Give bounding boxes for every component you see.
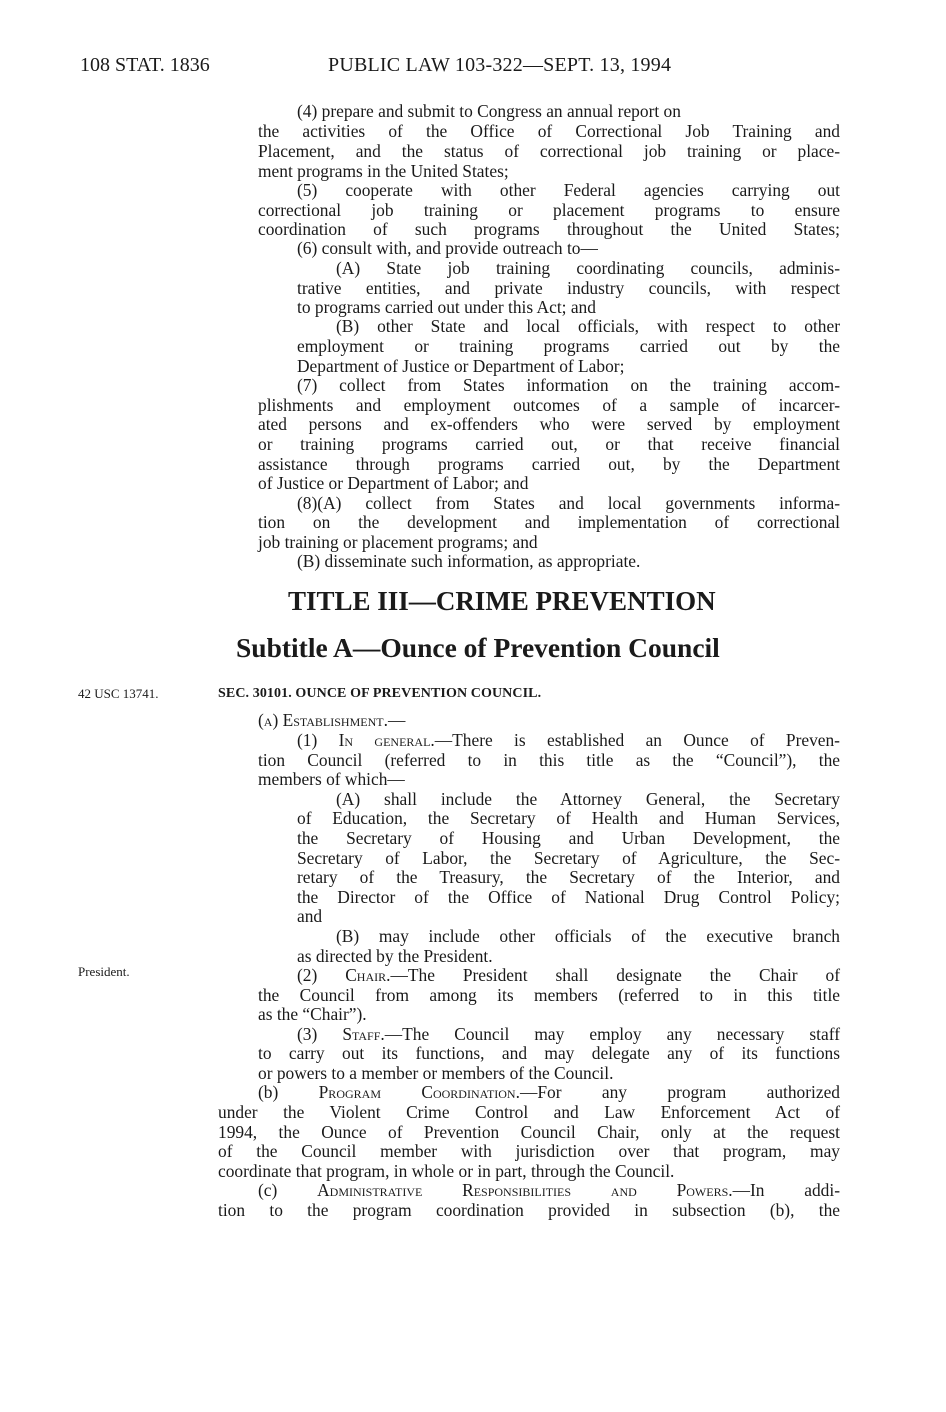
- b-heading: Program Coordination: [318, 1082, 516, 1102]
- a1A-line: (A) shall include the Attorney General, the Secretary: [336, 789, 840, 809]
- para6-line: (6) consult with, and provide outreach to—: [297, 238, 598, 258]
- para6A-line: (A) State job training coordinating councils, adminis-: [336, 258, 840, 278]
- para8A-line: (8)(A) collect from States and local governments informa-: [297, 493, 840, 513]
- para5-line: coordination of such programs throughout the United States;: [258, 219, 840, 239]
- c-heading: Administrative Responsibilities and Powers: [317, 1180, 729, 1200]
- subsection-a-heading-text: (a) Establishment.—: [258, 710, 406, 730]
- a3-line: or powers to a member or members of the Council.: [258, 1063, 614, 1083]
- para4-line: (4) prepare and submit to Congress an annual report on: [297, 101, 681, 121]
- a1A-line: the Director of the Office of National Drug Control Policy;: [297, 887, 840, 907]
- b-line: 1994, the Ounce of Prevention Council Chair, only at the request: [218, 1122, 840, 1142]
- para7-line: assistance through programs carried out, by the Department: [258, 454, 840, 474]
- c-text: .—In addi-: [728, 1180, 841, 1200]
- a1B-line: (B) may include other officials of the executive branch: [336, 926, 840, 946]
- section-heading: SEC. 30101. OUNCE OF PREVENTION COUNCIL.: [218, 686, 542, 701]
- para8B-line: (B) disseminate such information, as appropriate.: [297, 551, 641, 571]
- para4-line: the activities of the Office of Correctional Job Training and: [258, 121, 840, 141]
- b-line: under the Violent Crime Control and Law Enforcement Act of: [218, 1102, 840, 1122]
- para7-line: ated persons and ex-offenders who were served by employment: [258, 414, 840, 434]
- a1B-line: as directed by the President.: [297, 946, 493, 966]
- c-num: (c): [258, 1180, 318, 1200]
- a1-heading: In general: [338, 730, 431, 750]
- a1-line: members of which—: [258, 769, 405, 789]
- para6B-line: employment or training programs carried out by the: [297, 336, 840, 356]
- b-line: coordinate that program, in whole or in part, through the Council.: [218, 1161, 675, 1181]
- a1A-line: Secretary of Labor, the Secretary of Agriculture, the Sec-: [297, 848, 840, 868]
- para8A-line: job training or placement programs; and: [258, 532, 538, 552]
- running-header: [80, 50, 840, 80]
- a1-first-line: [297, 730, 840, 750]
- para7-line: plishments and employment outcomes of a sample of incarcer-: [258, 395, 840, 415]
- a2-heading: Chair: [345, 965, 387, 985]
- subtitle-heading: Subtitle A—Ounce of Prevention Council: [236, 632, 720, 663]
- para7-line: or training programs carried out, or that receive financial: [258, 434, 840, 454]
- a2-line: the Council from among its members (referred to in this title: [258, 985, 840, 1005]
- b-first-line: [258, 1082, 840, 1102]
- para4-line: ment programs in the United States;: [258, 161, 509, 181]
- margin-president-note: President.: [78, 964, 130, 979]
- b-line: of the Council member with jurisdiction over that program, may: [218, 1141, 840, 1161]
- para5-line: correctional job training or placement programs to ensure: [258, 200, 840, 220]
- a1A-line: and: [297, 906, 323, 926]
- a2-line: as the “Chair”).: [258, 1004, 367, 1024]
- para4-line: Placement, and the status of correctional job training or place-: [258, 141, 840, 161]
- a1A-line: retary of the Treasury, the Secretary of the Interior, and: [297, 867, 840, 887]
- a3-num: (3): [297, 1024, 343, 1044]
- para8A-line: tion on the development and implementation of correctional: [258, 512, 840, 532]
- para7-line: (7) collect from States information on the training accom-: [297, 375, 840, 395]
- a3-line: to carry out its functions, and may delegate any of its functions: [258, 1043, 840, 1063]
- a1-line: tion Council (referred to in this title as the “Council”), the: [258, 750, 840, 770]
- a1-text: .—There is established an Ounce of Preven-: [430, 730, 840, 750]
- para6A-line: trative entities, and private industry councils, with respect: [297, 278, 840, 298]
- title-heading: TITLE III—CRIME PREVENTION: [288, 586, 716, 616]
- a1A-line: the Secretary of Housing and Urban Development, the: [297, 828, 840, 848]
- para5-line: (5) cooperate with other Federal agencies carrying out: [297, 180, 840, 200]
- a3-heading: Staff: [342, 1024, 381, 1044]
- para6B-line: (B) other State and local officials, with respect to other: [336, 316, 840, 336]
- margin-usc-citation: 42 USC 13741.: [78, 686, 159, 701]
- law-reference: PUBLIC LAW 103-322—SEPT. 13, 1994: [328, 54, 672, 76]
- a2-text: .—The President shall designate the Chair of: [386, 965, 840, 985]
- para6A-line: to programs carried out under this Act; and: [297, 297, 596, 317]
- a2-first-line: [297, 965, 840, 985]
- para7-line: of Justice or Department of Labor; and: [258, 473, 529, 493]
- c-line: tion to the program coordination provided in subsection (b), the: [218, 1200, 840, 1220]
- b-num: (b): [258, 1082, 319, 1102]
- b-text: .—For any program authorized: [515, 1082, 840, 1102]
- page-reference: 108 STAT. 1836: [80, 54, 210, 76]
- a1-num: (1): [297, 730, 339, 750]
- a2-num: (2): [297, 965, 346, 985]
- c-first-line: [258, 1180, 840, 1200]
- subsection-a-heading: [258, 710, 405, 730]
- a3-first-line: [297, 1024, 840, 1044]
- para6B-line: Department of Justice or Department of Labor;: [297, 356, 625, 376]
- a1A-line: of Education, the Secretary of Health and Human Services,: [297, 808, 840, 828]
- a3-text: .—The Council may employ any necessary staff: [380, 1024, 840, 1044]
